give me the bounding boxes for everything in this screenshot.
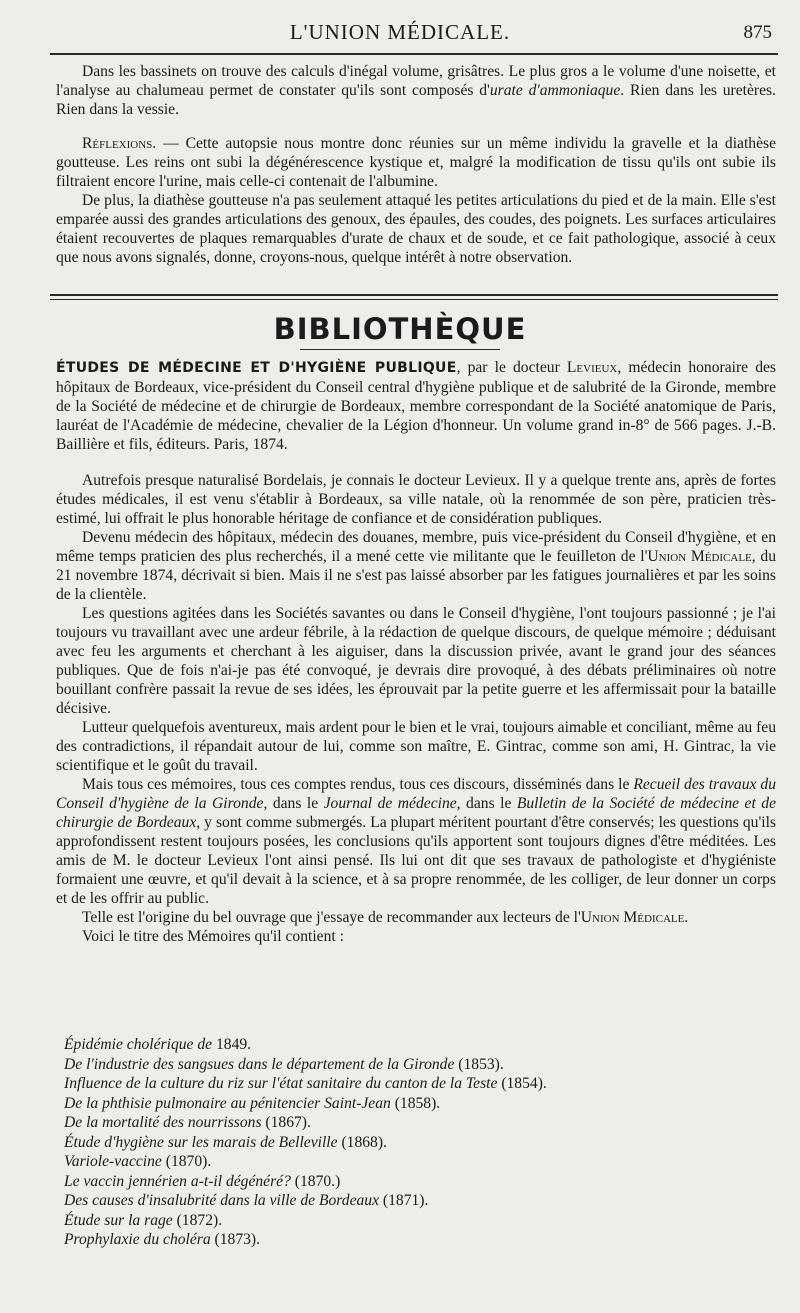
memoir-item	[64, 1211, 764, 1231]
reflexions-paragraph: Réflexions. — Cette autopsie nous montre donc réunies sur un même individu la gravelle et la diathèse goutteuse. Les reins ont subi la dégénérescence kystique et, malgré la modification de tissu qu'ils ont subie ils filtraient encore l'urine, mais celle-ci contenait de l'albumine.	[56, 135, 776, 190]
section-rule-top-thin	[50, 299, 778, 300]
memoir-title: Prophylaxie du choléra	[64, 1231, 211, 1248]
memoir-year: (1870).	[161, 1153, 212, 1170]
memoir-item	[64, 1035, 764, 1055]
intro-paragraph: De plus, la diathèse goutteuse n'a pas seulement attaqué les petites articulations du pied et de la main. Elle s'est emparée aussi des grandes articulations des genoux, des épaules, des coudes, des poignets. Les surfaces articulaires étaient recouvertes de plaques remarquables d'urate de chaux et de soude, et ce fait pathologique, associé à ceux que nous avons signalés, donne, croyons-nous, quelque intérêt à notre observation.	[56, 192, 776, 266]
review-section	[56, 358, 776, 946]
memoir-title: Étude d'hygiène sur les marais de Belleville	[64, 1133, 338, 1151]
memoir-item	[64, 1074, 764, 1094]
review-paragraph: Autrefois presque naturalisé Bordelais, je connais le docteur Levieux. Il y a quelque trente ans, après de fortes études médicales, il est venu s'établir à Bordeaux, sa ville natale, où la renommée de son père, praticien très-estimé, lui offrait le plus honorable héritage de confiance et de considération publiques.	[56, 472, 776, 527]
memoir-item	[64, 1094, 764, 1114]
memoir-year: (1853).	[454, 1055, 504, 1073]
memoir-title: Variole-vaccine	[64, 1153, 162, 1170]
memoir-item	[64, 1152, 764, 1172]
memoir-list	[64, 1035, 764, 1250]
memoir-year: (1867).	[261, 1114, 311, 1131]
memoir-title: Influence de la culture du riz sur l'état sanitaire du canton de la Teste	[64, 1075, 498, 1092]
section-title: BIBLIOTHÈQUE	[273, 312, 527, 346]
review-paragraph: Telle est l'origine du bel ouvrage que j'essaye de recommander aux lecteurs de l'Union Médicale.	[82, 909, 689, 926]
memoir-title: Épidémie cholérique de	[64, 1036, 213, 1053]
review-paragraph: Devenu médecin des hôpitaux, médecin des douanes, membre, puis vice-président du Conseil d'hygiène, et en même temps praticien des plus recherchés, il a mené cette vie militante que le feuilleton de l'Union Médicale, du 21 novembre 1874, décrivait si bien. Mais il ne s'est pas laissé absorber par les fatigues journalières et par les soins de la clientèle.	[56, 529, 776, 603]
memoir-year: (1871).	[379, 1192, 429, 1209]
review-paragraph: Voici le titre des Mémoires qu'il contient :	[82, 928, 344, 945]
memoir-item	[64, 1113, 764, 1133]
page-number: 875	[743, 22, 772, 43]
memoir-year: (1858).	[390, 1094, 441, 1112]
section-title-underline	[300, 349, 500, 350]
memoir-year: (1873).	[210, 1231, 261, 1248]
memoir-year: 1849.	[212, 1036, 252, 1053]
memoir-title: De la phthisie pulmonaire au pénitencier Saint-Jean	[64, 1094, 391, 1112]
running-title: L'UNION MÉDICALE.	[289, 20, 511, 44]
book-title: ÉTUDES DE MÉDECINE ET D'HYGIÈNE PUBLIQUE	[56, 360, 457, 376]
review-heading: ÉTUDES DE MÉDECINE ET D'HYGIÈNE PUBLIQUE, par le docteur Levieux, médecin honoraire des hôpitaux de Bordeaux, vice-président du Conseil central d'hygiène publique et de salubrité de la Gironde, membre de la Société de médecine et de chirurgie de Bordeaux, membre correspondant de la Société anatomique de Paris, lauréat de l'Académie de médecine, chevalier de la Légion d'honneur. Un volume grand in-8° de 566 pages. J.-B. Baillière et fils, éditeurs. Paris, 1874.	[56, 359, 776, 453]
section-rule-top	[50, 294, 778, 296]
memoir-item	[64, 1133, 764, 1153]
memoir-item	[64, 1230, 764, 1250]
memoir-year: (1872).	[172, 1211, 223, 1229]
memoir-year: (1870.)	[290, 1172, 341, 1190]
memoir-item	[64, 1191, 764, 1211]
intro-section	[56, 62, 776, 267]
memoir-title: De l'industrie des sangsues dans le département de la Gironde	[64, 1055, 455, 1073]
review-paragraph: Mais tous ces mémoires, tous ces comptes rendus, tous ces discours, disséminés dans le Recueil des travaux du Conseil d'hygiène de la Gironde, dans le Journal de médecine, dans le Bulletin de la Société de médecine et de chirurgie de Bordeaux, y sont comme submergés. La plupart méritent pourtant d'être conservés; les questions qu'ils approfondissent restent toujours posées, les conclusions qu'ils apportent sont toujours dignes d'être méditées. Les amis de M. le docteur Levieux l'ont ainsi pensé. Ils lui ont dit que ses travaux de pathologiste et d'hygiéniste formaient une œuvre, et qu'il devait à la science, et à sa propre renommée, de les colliger, de leur donner un corps et de les offrir au public.	[56, 776, 776, 907]
memoir-title: Des causes d'insalubrité dans la ville de Bordeaux	[64, 1192, 380, 1209]
review-paragraph: Les questions agitées dans les Sociétés savantes ou dans le Conseil d'hygiène, l'ont toujours passionné ; je l'ai toujours vu travaillant avec une ardeur fébrile, à la rédaction de quelque discours, de quelque mémoire ; déduisant avec feu les arguments et cherchant à les aiguiser, dans la discussion privée, avant le grand jour des séances publiques. Que de fois n'ai-je pas été convoqué, je devrais dire provoqué, à des débats préliminaires où notre bouillant confrère passait la revue de ses idées, les éprouvait par la petite guerre et les affermissait pour la bataille décisive.	[56, 605, 776, 717]
intro-paragraph: Dans les bassinets on trouve des calculs d'inégal volume, grisâtres. Le plus gros a le volume d'une noisette, et l'analyse au chalumeau permet de constater qu'ils sont composés d'urate d'ammoniaque. Rien dans les uretères. Rien dans la vessie.	[56, 63, 776, 118]
review-paragraph: Lutteur quelquefois aventureux, mais ardent pour le bien et le vrai, toujours aimable et conciliant, même au feu des contradictions, il répandait autour de lui, comme son maître, E. Gintrac, comme son ami, H. Gintrac, la vie scientifique et le goût du travail.	[56, 719, 776, 774]
memoir-title: Étude sur la rage	[64, 1211, 173, 1229]
memoir-year: (1868).	[337, 1133, 387, 1151]
header-rule	[50, 53, 778, 55]
memoir-title: Le vaccin jennérien a-t-il dégénéré?	[64, 1172, 291, 1190]
running-header	[0, 18, 800, 48]
memoir-item	[64, 1172, 764, 1192]
memoir-title: De la mortalité des nourrissons	[64, 1114, 262, 1131]
book-author: Levieux	[566, 359, 618, 376]
reflexions-label: Réflexions.	[82, 135, 157, 152]
memoir-item	[64, 1055, 764, 1075]
memoir-year: (1854).	[497, 1075, 547, 1092]
